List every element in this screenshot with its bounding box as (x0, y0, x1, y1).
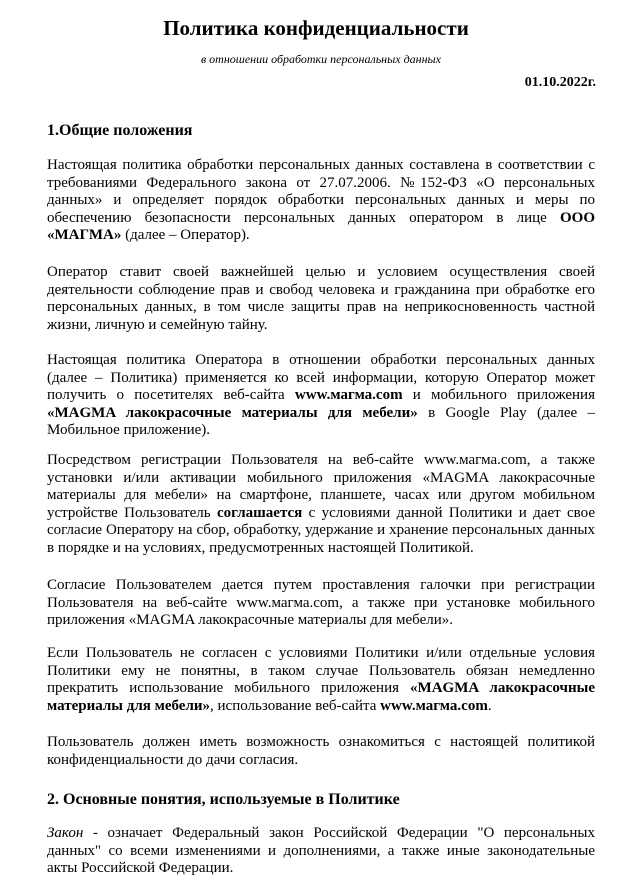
paragraph-7-text: Пользователь должен иметь возможность ознакомиться с настоящей политикой конфиденциальности до дачи согласия. (47, 734, 595, 768)
operator-name: ООО «МАГМА» (47, 209, 595, 243)
paragraph-8 (47, 825, 595, 878)
app-name: «MAGMA лакокрасочные материалы для мебели» (47, 404, 418, 421)
paragraph-3-text-end: в Google Play (далее – Мобильное приложение). (47, 404, 595, 438)
paragraph-7 (47, 734, 595, 769)
paragraph-3-text-mid: и мобильного приложения (402, 387, 595, 403)
paragraph-2 (47, 264, 595, 334)
paragraph-6-text: Если Пользователь не согласен с условиями Политики и/или отдельные условия Политики ему не понятны, в таком случае Пользователь обязан немедленно прекратить использование мобильного приложения (47, 645, 595, 696)
agrees-word: соглашается (217, 504, 303, 521)
paragraph-3-text: Настоящая политика Оператора в отношении обработки персональных данных (далее – Политика) применяется ко всей информации, которую Оператор может получить о посетителях веб-сайта (47, 352, 595, 403)
paragraph-4-text: Посредством регистрации Пользователя на веб-сайте www.магма.com, а также установки и/или активации мобильного приложения «MAGMA лакокрасочные материалы для мебели» на смартфоне, планшете, часах или другом мобильном устройстве Пользователь (47, 452, 595, 521)
app-name-2: «MAGMA лакокрасочные материалы для мебели» (47, 680, 595, 714)
document-date: 01.10.2022г. (524, 75, 596, 90)
section-1-heading: 1.Общие положения (47, 122, 193, 139)
paragraph-1-text-end: (далее – Оператор). (121, 227, 250, 243)
paragraph-6-text-end: . (487, 697, 492, 714)
term-law: Закон (47, 825, 84, 841)
page-subtitle: в отношении обработки персональных данных (200, 52, 442, 66)
paragraph-1 (47, 157, 595, 245)
paragraph-4 (47, 452, 595, 557)
website-link[interactable]: www.магма.com (294, 387, 403, 403)
paragraph-1-text: Настоящая политика обработки персональных данных составлена в соответствии с требованиями Федерального закона от 27.07.2006. №152-ФЗ «О персональных данных» и определяет порядок обработки персональных данных и меры по обеспечению безопасности персональных данных оператором в лице (47, 157, 595, 226)
paragraph-6 (47, 645, 595, 715)
paragraph-6-text-mid: , использование веб-сайта (210, 697, 381, 714)
paragraph-4-text-end: с условиями данной Политики и дает свое согласие Оператору на сбор, обработку, удержание и хранение персональных данных в порядке и на условиях, предусмотренных настоящей Политикой. (47, 504, 596, 556)
paragraph-8-text: - означает Федеральный закон Российской Федерации "О персональных данных" со всеми изменениями и дополнениями, а также иные законодательные акты Российской Федерации. (47, 825, 595, 876)
website-link-2[interactable]: www.магма.com (380, 697, 488, 714)
section-2-heading: 2. Основные понятия, используемые в Политике (47, 791, 400, 808)
paragraph-5-text: Согласие Пользователем дается путем проставления галочки при регистрации Пользователя на веб-сайте www.магма.com, а также при установке мобильного приложения «MAGMA лакокрасочные материалы для мебели». (47, 577, 595, 628)
paragraph-5 (47, 577, 595, 630)
paragraph-2-text: Оператор ставит своей важнейшей целью и условием осуществления своей деятельности соблюдение прав и свобод человека и гражданина при обработке его персональных данных, в том числе защиты прав на неприкосновенность частной жизни, личную и семейную тайну. (47, 264, 595, 333)
page-title: Политика конфиденциальности (163, 16, 469, 40)
paragraph-3 (47, 352, 595, 440)
